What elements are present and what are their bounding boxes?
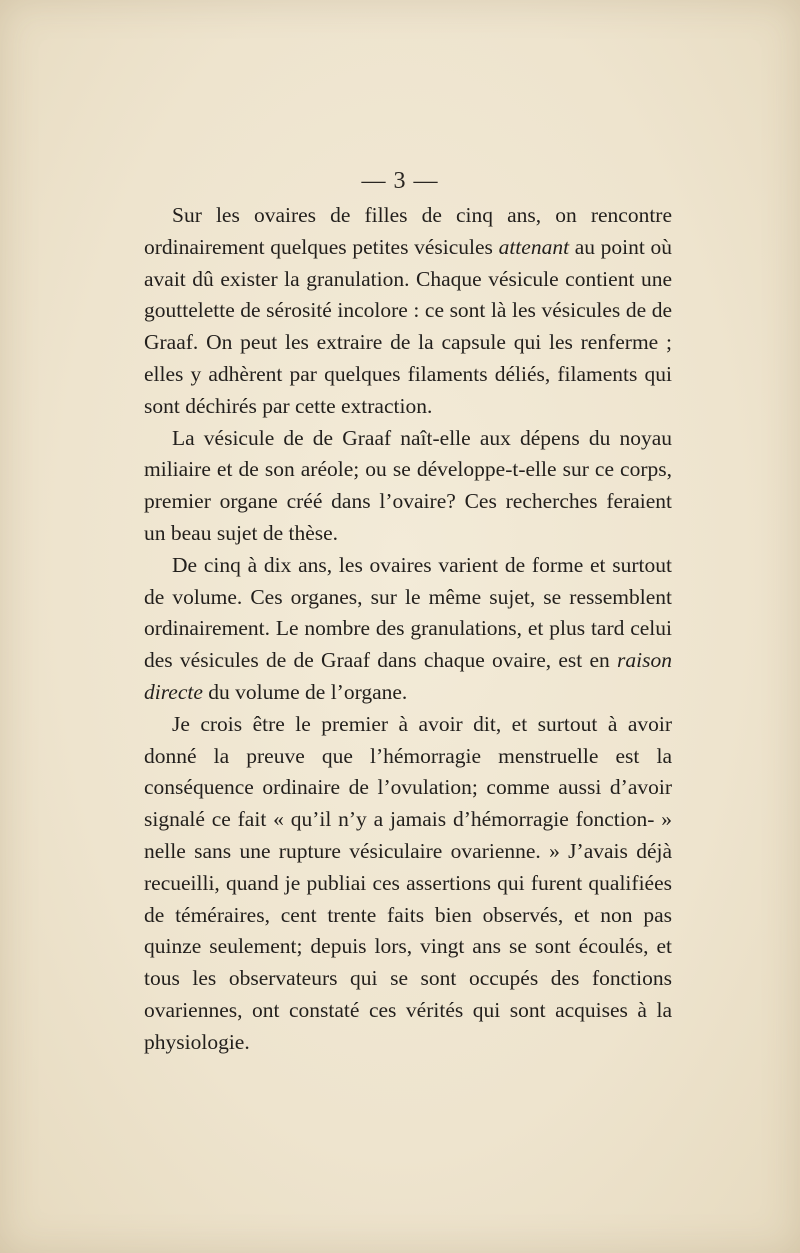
- paragraph-1-italic-attenant: attenant: [498, 234, 570, 259]
- paragraph-1-part-3: au point où avait dû exister la granulation. Chaque vésicule contient une gouttelette de sérosité incolore : ce sont là les vésicules de de Graaf. On peut les extraire de la capsule qui les renferme ; elles y adhèrent par quelques filaments déliés, filaments qui sont déchirés par cette extraction.: [144, 234, 672, 418]
- paragraph-2-part-1: La vésicule de de Graaf naît-elle aux dépens du noyau miliaire et de son aréole; ou se développe-t-elle sur ce corps, premier organe créé dans l’ovaire? Ces recherches feraient un beau sujet de thèse.: [144, 425, 672, 545]
- page-number: — 3 —: [361, 168, 439, 194]
- paragraph-3-part-3: du volume de l’organe.: [202, 679, 408, 704]
- paragraph-3-italic-raison-directe: raison directe: [144, 648, 672, 704]
- paragraph-3-part-1: De cinq à dix ans, les ovaires varient de forme et surtout de volume. Ces organes, sur le même sujet, se ressemblent ordinairement. Le nombre des granulations, et plus tard celui des vésicules de de Graaf dans chaque ovaire, est en: [144, 552, 672, 673]
- paragraph-1: [144, 200, 672, 423]
- paragraph-1-part-1: Sur les ovaires de filles de cinq ans, on rencontre ordinairement quelques petites vésicules: [144, 203, 672, 259]
- body-text: [144, 200, 672, 1059]
- paragraph-2: [144, 423, 672, 550]
- paragraph-4: [144, 709, 672, 1059]
- paragraph-3: [144, 550, 672, 709]
- paragraph-4-part-1: Je crois être le premier à avoir dit, et surtout à avoir donné la preuve que l’hémorragie menstruelle est la conséquence ordinaire de l’ovulation; comme aussi d’avoir signalé ce fait « qu’il n’y a jamais d’hémorragie fonction- » nelle sans une rupture vésiculaire ovarienne. » J’avais déjà recueilli, quand je publiai ces assertions qui furent qualifiées de téméraires, cent trente faits bien observés, et non pas quinze seulement; depuis lors, vingt ans se sont écoulés, et tous les observateurs qui se sont occupés des fonctions ovariennes, ont constaté ces vérités qui sont acquises à la physiologie.: [144, 711, 672, 1054]
